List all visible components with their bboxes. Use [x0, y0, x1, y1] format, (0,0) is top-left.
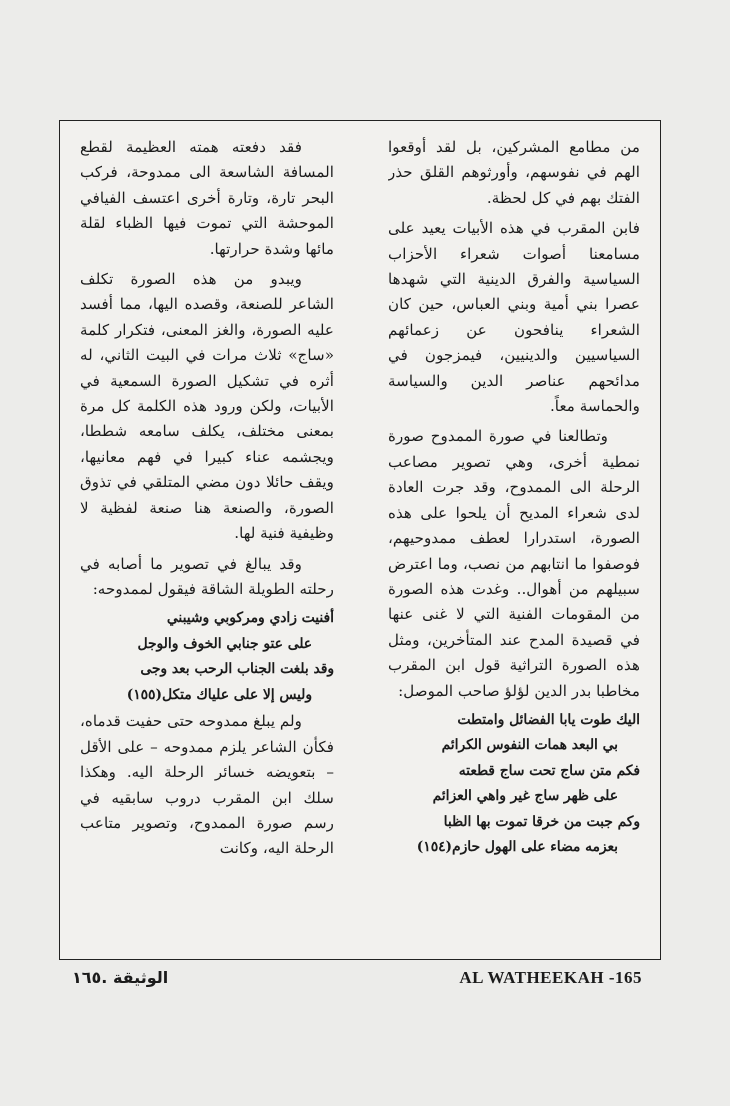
paragraph: وتطالعنا في صورة الممدوح صورة نمطية أخرى، وهي تصوير مصاعب الرحلة الى الممدوح، وقد جرت العادة لدى شعراء المديح أن يلحوا على هذه الصورة، استدرارا لعطف ممدوحيهم، فوصفوا ما انتابهم من نصب، وما اعترض سبيلهم من أهوال.. وغدت هذه الصورة من المقومات الفنية التي لا غنى عنها في قصيدة المدح عند المتأخرين، ومثل هذه الصورة التراثية قول ابن المقرب مخاطبا بدر الدين لؤلؤ صاحب الموصل: — [388, 427, 640, 700]
verse-line: أفنيت زادي ومركوبي وشيبني — [166, 610, 334, 627]
verse-line: بي البعد همات النفوس الكرائم — [441, 737, 618, 754]
paragraph: ويبدو من هذه الصورة تكلف الشاعر للصنعة، وقصده اليها، مما أفسد عليه الصورة، والغز المعنى، فتكرار كلمة «ساج» ثلاث مرات في البيت الثاني، له أثره في تشكيل الصورة السمعية في الأبيات، ولكن ورود هذه الكلمة كل مرة بمعنى مختلف، يكلف سامعه شططا، ويجشمه عناء كبيرا في فهم معانيها، ويقف حائلا دون مضي المتلقي في تذوق الصورة، والصنعة هنا صنعة لفظية لا وظيفية فنية لها. — [80, 270, 334, 543]
paragraph: وقد يبالغ في تصوير ما أصابه في رحلته الطويلة الشاقة فيقول لممدوحه: — [80, 554, 334, 598]
page-frame — [59, 120, 661, 960]
verse-line: وكم جبت من خرقا تموت بها الظبا — [443, 813, 640, 830]
paragraph: فقد دفعته همته العظيمة لقطع المسافة الشاسعة الى ممدوحة، فركب البحر تارة، وتارة أخرى اعتسف الفيافي الموحشة التي تموت فيها الظباء لقلة مائها وشدة حرارتها. — [80, 138, 334, 258]
verse-line: وقد بلغت الجناب الرحب بعد وجى — [140, 661, 334, 678]
paragraph: من مطامع المشركين، بل لقد أوقعوا الهم في نفوسهم، وأورثوهم القلق حذر الفتك بهم في كل لحظة. — [388, 138, 640, 207]
page-label-arabic: الوثيقة .١٦٥ — [72, 968, 169, 987]
verse-line: فكم متن ساج تحت ساج قطعته — [458, 762, 640, 779]
right-column — [388, 135, 640, 945]
left-column — [80, 135, 334, 945]
page-label-english: AL WATHEEKAH -165 — [459, 968, 642, 987]
verse-line: على عتو جنابي الخوف والوجل — [137, 635, 312, 652]
paragraph: فابن المقرب في هذه الأبيات يعيد على مسامعنا أصوات شعراء الأحزاب السياسية والفرق الدينية التي شهدها عصرا بني أمية وبني العباس، حين كان الشعراء ينافحون عن زعمائهم السياسيين والدينيين، فيمزجون في مدائحهم عناصر الدين والسياسة والحماسة معاً. — [388, 219, 640, 416]
verse-line: وليس إلا على علياك متكل(١٥٥) — [126, 686, 312, 703]
verse-line: بعزمه مضاء على الهول حازم(١٥٤) — [416, 839, 618, 856]
verse-line: على ظهر ساج غير واهي العزائم — [432, 788, 618, 805]
paragraph: ولم يبلغ ممدوحه حتى حفيت قدماه، فكأن الشاعر يلزم ممدوحه – على الأقل – بتعويضه خسائر الرحلة اليه. وهكذا سلك ابن المقرب دروب سابقيه في رسم صورة الممدوح، وتصوير متاعب الرحلة اليه، وكانت — [80, 712, 334, 858]
verse-line: اليك طوت يابا الفضائل وامتطت — [457, 711, 640, 728]
